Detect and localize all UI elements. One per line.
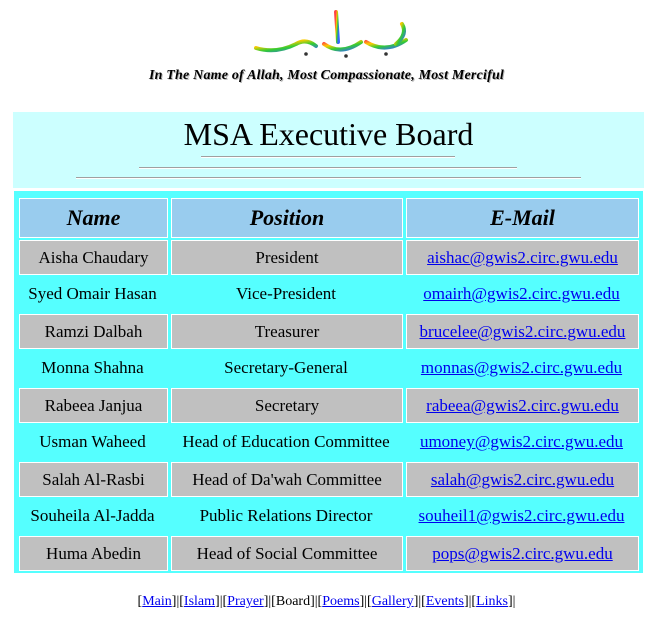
member-email-cell [406, 240, 639, 275]
member-name: Aisha Chaudary [19, 240, 168, 275]
email-link[interactable]: monnas@gwis2.circ.gwu.edu [420, 358, 623, 377]
member-position: Head of Education Committee [182, 432, 390, 451]
nav-link-islam[interactable]: Islam [183, 594, 216, 609]
member-name: Salah Al-Rasbi [19, 462, 168, 497]
member-name: Monna Shahna [41, 358, 144, 377]
nav-link-poems[interactable]: Poems [322, 594, 360, 609]
email-link[interactable]: aishac@gwis2.circ.gwu.edu [427, 248, 618, 267]
member-name: Usman Waheed [39, 432, 146, 451]
member-name: Ramzi Dalbah [19, 314, 168, 349]
nav-link-main[interactable]: Main [142, 594, 172, 609]
member-name: Syed Omair Hasan [28, 284, 157, 303]
page-title: MSA Executive Board [183, 116, 474, 152]
member-position: Head of Social Committee [171, 536, 403, 571]
divider [139, 167, 517, 169]
email-link[interactable]: brucelee@gwis2.circ.gwu.edu [419, 322, 626, 341]
executive-board-table [13, 190, 644, 574]
email-link[interactable]: rabeea@gwis2.circ.gwu.edu [426, 396, 619, 415]
member-email-cell [406, 277, 637, 310]
member-position: Public Relations Director [199, 506, 373, 525]
member-name: Rabeea Janjua [19, 388, 168, 423]
nav-link-links[interactable]: Links [476, 594, 508, 609]
nav-link-prayer[interactable]: Prayer [227, 594, 264, 609]
nav-link-events[interactable]: Events [425, 594, 464, 609]
basmala-text: In The Name of Allah, Most Compassionate, Most Merciful [148, 68, 505, 83]
member-position: President [171, 240, 403, 275]
member-position: Treasurer [171, 314, 403, 349]
title-banner [13, 112, 644, 188]
member-name: Souheila Al-Jadda [30, 506, 155, 525]
nav-link-gallery[interactable]: Gallery [371, 594, 414, 609]
column-header-name: Name [19, 198, 168, 238]
member-name: Huma Abedin [19, 536, 168, 571]
nav-current-board: Board [275, 594, 311, 609]
member-position: Secretary [171, 388, 403, 423]
member-email-cell [406, 425, 637, 458]
member-email-cell [406, 499, 637, 532]
email-link[interactable]: omairh@gwis2.circ.gwu.edu [423, 284, 620, 303]
email-link[interactable]: souheil1@gwis2.circ.gwu.edu [418, 506, 625, 525]
member-email-cell [406, 462, 639, 497]
column-header-position: Position [171, 198, 403, 238]
email-link[interactable]: salah@gwis2.circ.gwu.edu [430, 470, 615, 489]
member-position: Vice-President [236, 284, 336, 303]
member-email-cell [406, 536, 639, 571]
footer-navigation: [Main]|[Islam]|[Prayer]|[Board]|[Poems]|[Gallery]|[Events]|[Links]| [137, 594, 516, 609]
member-email-cell [406, 351, 637, 384]
member-email-cell [406, 388, 639, 423]
email-link[interactable]: umoney@gwis2.circ.gwu.edu [419, 432, 624, 451]
member-email-cell [406, 314, 639, 349]
divider [76, 177, 581, 179]
divider [201, 156, 455, 158]
member-position: Head of Da'wah Committee [171, 462, 403, 497]
email-link[interactable]: pops@gwis2.circ.gwu.edu [432, 544, 613, 563]
basmala-calligraphy-image [246, 4, 416, 62]
column-header-email: E-Mail [406, 198, 639, 238]
member-position: Secretary-General [224, 358, 348, 377]
